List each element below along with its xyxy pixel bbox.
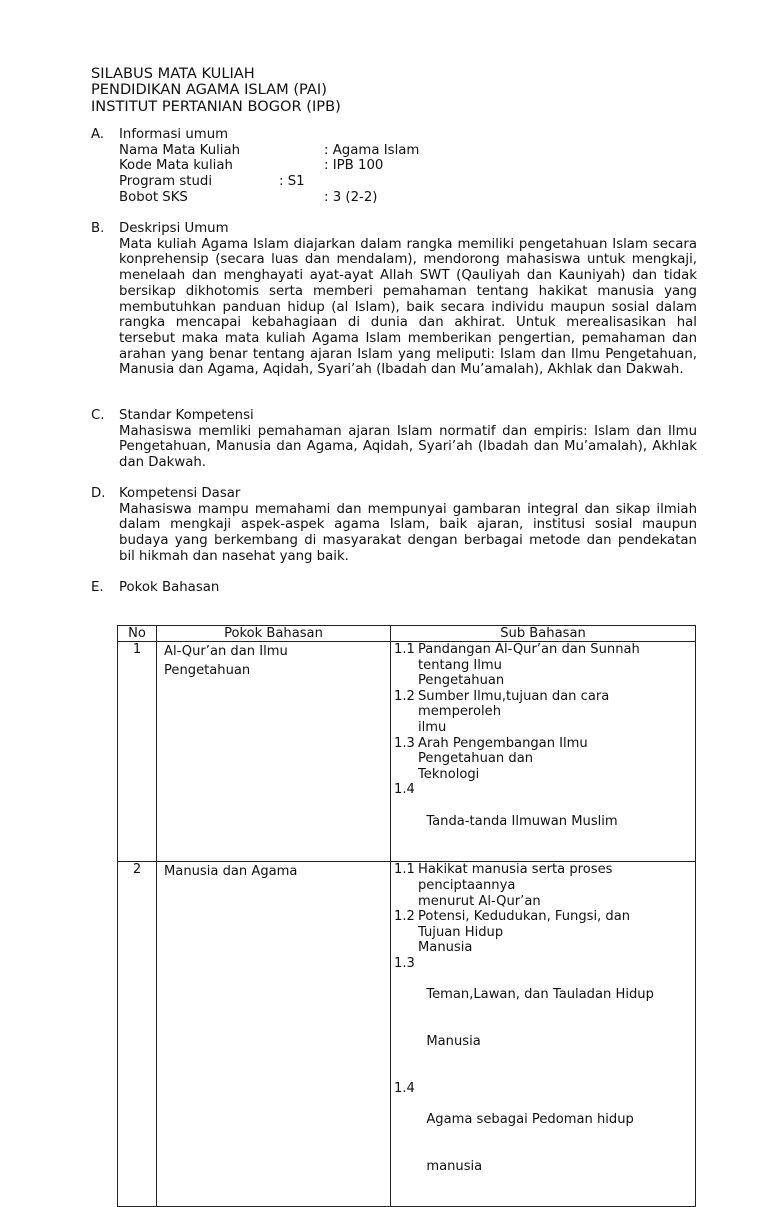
table-header-row — [118, 626, 696, 642]
section-informasi-umum — [91, 127, 697, 205]
sub-line: memperoleh — [418, 704, 502, 720]
sub-line: ilmu — [418, 719, 447, 735]
section-heading: Standar Kompetensi — [119, 408, 254, 423]
section-letter: E. — [91, 580, 104, 595]
section-heading: Pokok Bahasan — [119, 580, 220, 595]
sub-item — [394, 956, 695, 1081]
info-label: Program studi — [119, 174, 213, 190]
info-label: Bobot SKS — [119, 189, 188, 205]
sub-line: Hakikat manusia serta proses — [418, 862, 613, 878]
info-value: : Agama Islam — [324, 142, 420, 158]
sub-line: Manusia — [418, 1033, 481, 1049]
sub-item — [394, 736, 695, 783]
section-heading: Kompetensi Dasar — [119, 486, 241, 501]
document-title — [91, 66, 341, 115]
title-line-1: SILABUS MATA KULIAH — [91, 65, 255, 82]
sub-line: penciptaannya — [418, 877, 516, 893]
sub-line: Potensi, Kedudukan, Fungsi, dan — [418, 909, 631, 925]
table-row — [118, 862, 696, 1207]
section-standar-kompetensi — [91, 408, 697, 471]
cell-no: 2 — [118, 862, 157, 1207]
section-letter: D. — [91, 486, 106, 501]
sub-number: 1.1 — [394, 642, 415, 657]
header-sub-bahasan: Sub Bahasan — [391, 626, 696, 642]
info-row-program — [119, 174, 697, 190]
section-letter: B. — [91, 221, 105, 236]
sub-item — [394, 862, 695, 909]
sub-line: Agama sebagai Pedoman hidup — [418, 1111, 634, 1127]
cell-pokok-bahasan — [157, 642, 391, 862]
info-row-nama — [119, 143, 697, 159]
pokok-line: Al-Qur’an dan Ilmu — [164, 644, 288, 659]
header-pokok-bahasan: Pokok Bahasan — [157, 626, 391, 642]
sub-line: Pengetahuan — [418, 673, 505, 689]
cell-pokok-bahasan — [157, 862, 391, 1207]
sub-line: tentang Ilmu — [418, 657, 502, 673]
sub-item — [394, 782, 695, 860]
sub-item — [394, 689, 695, 736]
info-row-kode — [119, 158, 697, 174]
info-label: Nama Mata Kuliah — [119, 142, 241, 158]
sub-line: Arah Pengembangan Ilmu — [418, 735, 588, 751]
info-value: : IPB 100 — [324, 158, 384, 174]
cell-sub-bahasan — [391, 642, 696, 862]
info-label: Kode Mata kuliah — [119, 158, 233, 174]
info-row-bobot — [119, 190, 697, 206]
section-pokok-bahasan — [91, 580, 697, 596]
sub-number: 1.1 — [394, 862, 415, 878]
sub-line: Tanda-tanda Ilmuwan Muslim — [418, 813, 618, 829]
section-kompetensi-dasar — [91, 486, 697, 565]
sub-number: 1.3 — [394, 955, 415, 971]
sub-number: 1.4 — [394, 1080, 415, 1096]
sub-item — [394, 642, 695, 689]
section-body: Mata kuliah Agama Islam diajarkan dalam rangka memiliki pengetahuan Islam secara konprehensip (secara luas dan mendalam), mendorong mahasiswa untuk mengkaji, menelaah dan menghayati ayat-ayat Allah SWT (Qauliyah dan Kauniyah) dan tidak bersikap dikhotomis serta memberi pemahaman tentang hakikat manusia yang membutuhkan panduan hidup (al Islam), baik secara individu maupun sosial dalam rangka mencapai kebahagiaan di dunia dan akhirat. Untuk merealisasikan hal tersebut maka mata kuliah Agama Islam memberikan pengertian, pemahaman dan arahan yang benar tentang ajaran Islam yang meliputi: Islam dan Ilmu Pengetahuan, Manusia dan Agama, Aqidah, Syari’ah (Ibadah dan Mu’amalah), Akhlak dan Dakwah. — [119, 236, 697, 378]
section-heading: Deskripsi Umum — [119, 221, 229, 236]
sub-line: manusia — [418, 1158, 483, 1174]
cell-sub-bahasan — [391, 862, 696, 1207]
sub-item — [394, 909, 695, 956]
info-value: : 3 (2-2) — [324, 189, 378, 205]
sub-line: Tujuan Hidup — [418, 924, 504, 940]
sub-line: Teman,Lawan, dan Tauladan Hidup — [418, 987, 654, 1003]
sub-number: 1.2 — [394, 688, 415, 704]
section-body: Mahasiswa mampu memahami dan mempunyai gambaran integral dan sikap ilmiah dalam mengkaji aspek-aspek agama Islam, baik ajaran, institusi sosial maupun budaya yang berkembang di masyarakat dengan berbagai metode dan pendekatan bil hikmah dan nasehat yang baik. — [119, 501, 697, 564]
sub-line: Pengetahuan dan — [418, 751, 534, 767]
section-heading: Informasi umum — [119, 127, 229, 142]
pokok-line: Manusia dan Agama — [164, 864, 298, 880]
sub-line: Manusia — [418, 940, 473, 956]
section-deskripsi-umum — [91, 221, 697, 378]
sub-number: 1.2 — [394, 909, 415, 925]
sub-number: 1.3 — [394, 735, 415, 751]
title-line-3: INSTITUT PERTANIAN BOGOR (IPB) — [91, 97, 341, 115]
section-letter: C. — [91, 408, 105, 423]
info-value: : S1 — [279, 174, 305, 190]
pokok-bahasan-table — [117, 625, 696, 1207]
sub-line: Sumber Ilmu,tujuan dan cara — [418, 688, 610, 704]
sub-item — [394, 1081, 695, 1206]
title-line-2: PENDIDIKAN AGAMA ISLAM (PAI) — [91, 81, 327, 99]
table-row — [118, 642, 696, 862]
section-letter: A. — [91, 127, 105, 142]
sub-line: menurut Al-Qur’an — [418, 893, 541, 909]
sub-number: 1.4 — [394, 782, 415, 798]
cell-no: 1 — [118, 642, 157, 862]
section-body: Mahasiswa memliki pemahaman ajaran Islam normatif dan empiris: Islam dan Ilmu Pengetahuan, Manusia dan Agama, Aqidah, Syari’ah (Ibadah dan Mu’amalah), Akhlak dan Dakwah. — [119, 423, 697, 471]
pokok-line: Pengetahuan — [164, 663, 251, 678]
sub-line: Pandangan Al-Qur’an dan Sunnah — [418, 642, 640, 657]
header-no: No — [118, 626, 157, 642]
sub-line: Teknologi — [418, 766, 480, 782]
